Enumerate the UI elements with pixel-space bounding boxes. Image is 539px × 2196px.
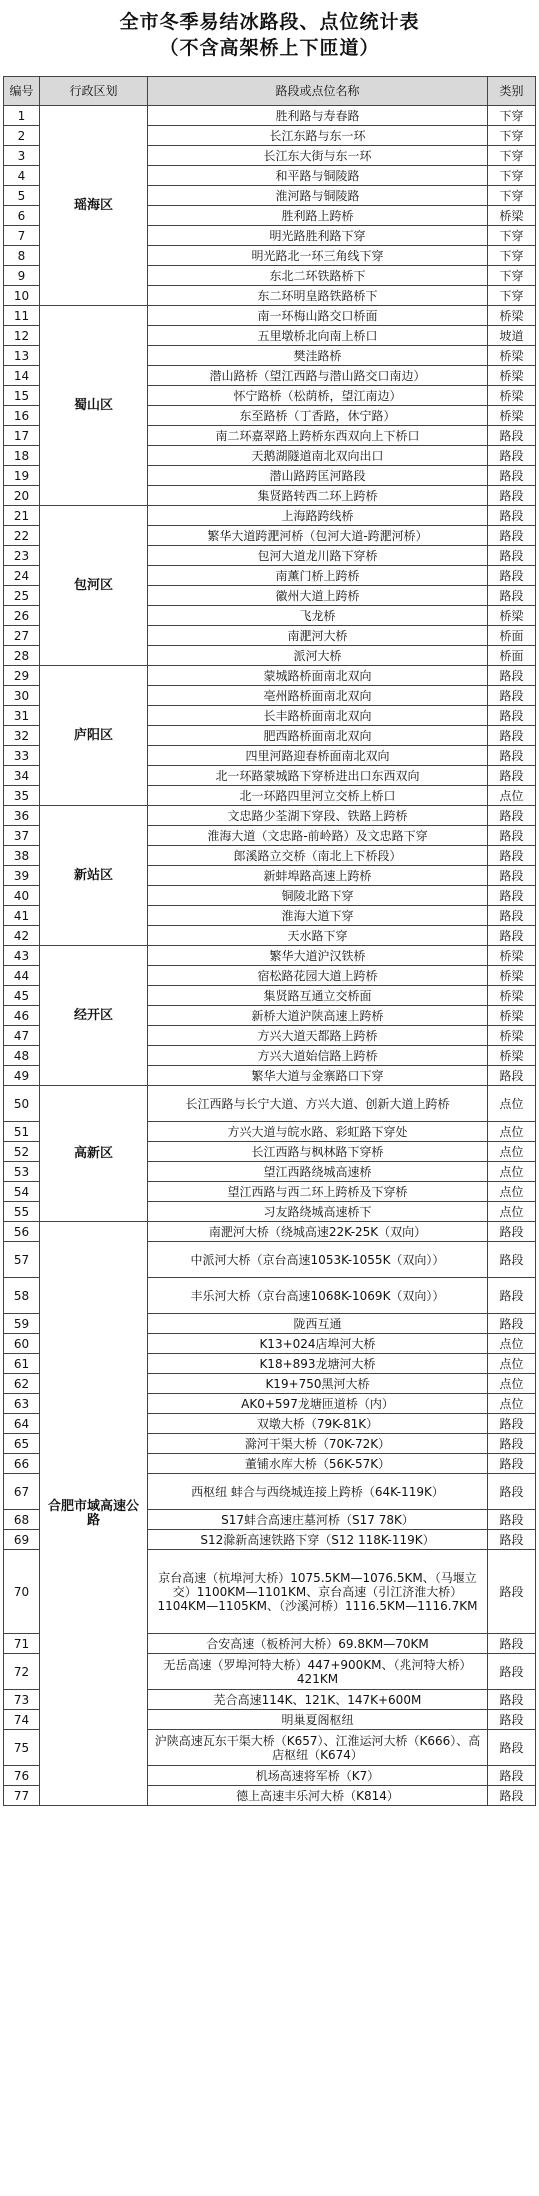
cell-name: 上海路跨线桥: [148, 506, 488, 526]
cell-type: 桥梁: [488, 966, 536, 986]
cell-name: 集贤路互通立交桥面: [148, 986, 488, 1006]
cell-no: 6: [4, 206, 40, 226]
cell-type: 下穿: [488, 146, 536, 166]
cell-type: 坡道: [488, 326, 536, 346]
cell-name: 宿松路花园大道上跨桥: [148, 966, 488, 986]
cell-name: 淮海大道（文忠路-前岭路）及文忠路下穿: [148, 826, 488, 846]
cell-name: 胜利路与寿春路: [148, 106, 488, 126]
cell-type: 桥梁: [488, 386, 536, 406]
cell-name: K18+893龙塘河大桥: [148, 1354, 488, 1374]
cell-name: 肥西路桥面南北双向: [148, 726, 488, 746]
table-body: [4, 106, 536, 1806]
cell-no: 16: [4, 406, 40, 426]
cell-name: S17蚌合高速庄墓河桥（S17 78K）: [148, 1510, 488, 1530]
cell-name: S12滁新高速铁路下穿（S12 118K-119K）: [148, 1530, 488, 1550]
cell-name: 樊洼路桥: [148, 346, 488, 366]
cell-name: 四里河路迎春桥面南北双向: [148, 746, 488, 766]
page-subtitle: （不含高架桥上下匝道）: [159, 37, 380, 59]
cell-type: 点位: [488, 1122, 536, 1142]
cell-no: 37: [4, 826, 40, 846]
cell-type: 路段: [488, 506, 536, 526]
cell-name: 双墩大桥（79K-81K）: [148, 1414, 488, 1434]
cell-name: 长丰路桥面南北双向: [148, 706, 488, 726]
cell-name: 胜利路上跨桥: [148, 206, 488, 226]
cell-no: 60: [4, 1334, 40, 1354]
cell-no: 13: [4, 346, 40, 366]
cell-name: 文忠路少荃湖下穿段、铁路上跨桥: [148, 806, 488, 826]
cell-name: 京台高速（杭埠河大桥）1075.5KM—1076.5KM、（马堰立交）1100KM—1101KM、京台高速（引江济淮大桥）1104KM—1105KM、（沙溪河桥）1116.5KM—1116.7KM: [148, 1550, 488, 1634]
cell-type: 下穿: [488, 286, 536, 306]
cell-type: 路段: [488, 1550, 536, 1634]
cell-area: 包河区: [40, 506, 148, 666]
cell-type: 路段: [488, 526, 536, 546]
cell-name: 怀宁路桥（松荫桥，望江南边）: [148, 386, 488, 406]
cell-type: 下穿: [488, 186, 536, 206]
cell-name: 亳州路桥面南北双向: [148, 686, 488, 706]
cell-name: 铜陵北路下穿: [148, 886, 488, 906]
cell-type: 桥面: [488, 646, 536, 666]
cell-name: 长江西路与长宁大道、方兴大道、创新大道上跨桥: [148, 1086, 488, 1122]
cell-type: 路段: [488, 1278, 536, 1314]
cell-no: 56: [4, 1222, 40, 1242]
cell-type: 路段: [488, 666, 536, 686]
table-row: [4, 106, 536, 126]
cell-type: 路段: [488, 1434, 536, 1454]
cell-no: 32: [4, 726, 40, 746]
cell-no: 1: [4, 106, 40, 126]
cell-name: 长江东大街与东一环: [148, 146, 488, 166]
cell-no: 40: [4, 886, 40, 906]
cell-no: 33: [4, 746, 40, 766]
cell-no: 7: [4, 226, 40, 246]
cell-no: 34: [4, 766, 40, 786]
cell-no: 62: [4, 1374, 40, 1394]
cell-area: 蜀山区: [40, 306, 148, 506]
cell-type: 路段: [488, 866, 536, 886]
cell-name: K19+750黑河大桥: [148, 1374, 488, 1394]
cell-type: 路段: [488, 826, 536, 846]
cell-type: 下穿: [488, 226, 536, 246]
cell-name: 南一环梅山路交口桥面: [148, 306, 488, 326]
cell-type: 路段: [488, 926, 536, 946]
cell-type: 下穿: [488, 266, 536, 286]
cell-type: 桥梁: [488, 206, 536, 226]
cell-no: 61: [4, 1354, 40, 1374]
cell-name: 滁河干渠大桥（70K-72K）: [148, 1434, 488, 1454]
cell-type: 路段: [488, 886, 536, 906]
cell-no: 74: [4, 1710, 40, 1730]
cell-name: 繁华大道跨淝河桥（包河大道-跨淝河桥）: [148, 526, 488, 546]
cell-name: 包河大道龙川路下穿桥: [148, 546, 488, 566]
cell-name: 南淝河大桥: [148, 626, 488, 646]
header-name: 路段或点位名称: [148, 77, 488, 106]
cell-no: 54: [4, 1182, 40, 1202]
cell-no: 75: [4, 1730, 40, 1766]
cell-type: 路段: [488, 1730, 536, 1766]
cell-name: 望江西路与西二环上跨桥及下穿桥: [148, 1182, 488, 1202]
cell-type: 桥梁: [488, 306, 536, 326]
cell-no: 9: [4, 266, 40, 286]
cell-no: 36: [4, 806, 40, 826]
cell-no: 48: [4, 1046, 40, 1066]
cell-no: 64: [4, 1414, 40, 1434]
cell-name: 飞龙桥: [148, 606, 488, 626]
cell-no: 35: [4, 786, 40, 806]
cell-no: 43: [4, 946, 40, 966]
cell-type: 点位: [488, 1086, 536, 1122]
cell-no: 2: [4, 126, 40, 146]
cell-no: 57: [4, 1242, 40, 1278]
cell-type: 路段: [488, 566, 536, 586]
cell-name: 北一环路蒙城路下穿桥进出口东西双向: [148, 766, 488, 786]
cell-name: 天水路下穿: [148, 926, 488, 946]
cell-type: 点位: [488, 1202, 536, 1222]
cell-no: 4: [4, 166, 40, 186]
cell-name: 方兴大道与皖水路、彩虹路下穿处: [148, 1122, 488, 1142]
cell-no: 12: [4, 326, 40, 346]
cell-name: 集贤路转西二环上跨桥: [148, 486, 488, 506]
cell-no: 55: [4, 1202, 40, 1222]
cell-no: 65: [4, 1434, 40, 1454]
cell-area: 经开区: [40, 946, 148, 1086]
cell-name: 方兴大道始信路上跨桥: [148, 1046, 488, 1066]
cell-type: 桥梁: [488, 606, 536, 626]
cell-name: 望江西路绕城高速桥: [148, 1162, 488, 1182]
cell-name: 新蚌埠路高速上跨桥: [148, 866, 488, 886]
cell-name: 中派河大桥（京台高速1053K-1055K（双向））: [148, 1242, 488, 1278]
cell-name: 新桥大道沪陕高速上跨桥: [148, 1006, 488, 1026]
cell-no: 69: [4, 1530, 40, 1550]
cell-type: 路段: [488, 1690, 536, 1710]
cell-type: 桥梁: [488, 346, 536, 366]
cell-area: 庐阳区: [40, 666, 148, 806]
table-row: [4, 806, 536, 826]
cell-no: 11: [4, 306, 40, 326]
cell-type: 路段: [488, 1066, 536, 1086]
cell-no: 59: [4, 1314, 40, 1334]
cell-name: 方兴大道天都路上跨桥: [148, 1026, 488, 1046]
cell-type: 桥梁: [488, 986, 536, 1006]
cell-type: 点位: [488, 1394, 536, 1414]
cell-no: 25: [4, 586, 40, 606]
cell-type: 路段: [488, 1530, 536, 1550]
cell-area: 新站区: [40, 806, 148, 946]
table-row: [4, 666, 536, 686]
table-row: [4, 946, 536, 966]
cell-type: 下穿: [488, 166, 536, 186]
cell-no: 46: [4, 1006, 40, 1026]
cell-no: 63: [4, 1394, 40, 1414]
cell-type: 路段: [488, 1222, 536, 1242]
cell-no: 26: [4, 606, 40, 626]
cell-no: 3: [4, 146, 40, 166]
cell-no: 51: [4, 1122, 40, 1142]
cell-type: 路段: [488, 1766, 536, 1786]
title-block: [0, 0, 539, 70]
cell-no: 76: [4, 1766, 40, 1786]
cell-type: 路段: [488, 1242, 536, 1278]
cell-name: 东至路桥（丁香路，休宁路）: [148, 406, 488, 426]
cell-name: 无岳高速（罗埠河特大桥）447+900KM、（兆河特大桥）421KM: [148, 1654, 488, 1690]
cell-no: 38: [4, 846, 40, 866]
cell-type: 路段: [488, 706, 536, 726]
cell-name: 繁华大道沪汉铁桥: [148, 946, 488, 966]
cell-name: 蒙城路桥面南北双向: [148, 666, 488, 686]
page-title: 全市冬季易结冰路段、点位统计表: [119, 11, 420, 33]
cell-type: 下穿: [488, 126, 536, 146]
cell-type: 路段: [488, 846, 536, 866]
cell-name: 沪陕高速瓦东干渠大桥（K657）、江淮运河大桥（K666）、高店枢纽（K674）: [148, 1730, 488, 1766]
cell-type: 点位: [488, 1334, 536, 1354]
cell-type: 路段: [488, 1634, 536, 1654]
table-row: [4, 506, 536, 526]
cell-no: 28: [4, 646, 40, 666]
cell-type: 路段: [488, 906, 536, 926]
cell-no: 67: [4, 1474, 40, 1510]
cell-name: 潜山路桥（望江西路与潜山路交口南边）: [148, 366, 488, 386]
cell-no: 19: [4, 466, 40, 486]
cell-type: 点位: [488, 1162, 536, 1182]
cell-name: 徽州大道上跨桥: [148, 586, 488, 606]
cell-type: 路段: [488, 466, 536, 486]
cell-name: 明光路胜利路下穿: [148, 226, 488, 246]
cell-type: 桥梁: [488, 946, 536, 966]
cell-no: 44: [4, 966, 40, 986]
cell-name: 淮河路与铜陵路: [148, 186, 488, 206]
cell-no: 50: [4, 1086, 40, 1122]
cell-no: 42: [4, 926, 40, 946]
cell-type: 路段: [488, 686, 536, 706]
cell-no: 72: [4, 1654, 40, 1690]
cell-type: 路段: [488, 806, 536, 826]
table-row: [4, 306, 536, 326]
cell-name: K13+024店埠河大桥: [148, 1334, 488, 1354]
cell-no: 10: [4, 286, 40, 306]
cell-type: 路段: [488, 1414, 536, 1434]
cell-no: 22: [4, 526, 40, 546]
cell-type: 路段: [488, 1786, 536, 1806]
cell-type: 路段: [488, 486, 536, 506]
cell-name: 长江东路与东一环: [148, 126, 488, 146]
cell-name: 合安高速（板桥河大桥）69.8KM—70KM: [148, 1634, 488, 1654]
cell-type: 路段: [488, 1654, 536, 1690]
cell-type: 路段: [488, 446, 536, 466]
cell-area: 高新区: [40, 1086, 148, 1222]
cell-no: 70: [4, 1550, 40, 1634]
cell-no: 58: [4, 1278, 40, 1314]
cell-name: 五里墩桥北向南上桥口: [148, 326, 488, 346]
stats-table: [3, 76, 536, 1806]
cell-type: 桥梁: [488, 1046, 536, 1066]
cell-name: 明巢夏阁枢纽: [148, 1710, 488, 1730]
cell-no: 68: [4, 1510, 40, 1530]
header-type: 类别: [488, 77, 536, 106]
cell-type: 点位: [488, 786, 536, 806]
cell-no: 24: [4, 566, 40, 586]
cell-no: 39: [4, 866, 40, 886]
cell-no: 23: [4, 546, 40, 566]
cell-no: 77: [4, 1786, 40, 1806]
cell-name: 丰乐河大桥（京台高速1068K-1069K（双向））: [148, 1278, 488, 1314]
cell-type: 点位: [488, 1354, 536, 1374]
cell-type: 桥梁: [488, 406, 536, 426]
cell-area: 瑶海区: [40, 106, 148, 306]
cell-no: 30: [4, 686, 40, 706]
cell-name: 长江西路与枫林路下穿桥: [148, 1142, 488, 1162]
cell-no: 53: [4, 1162, 40, 1182]
cell-name: 南淝河大桥（绕城高速22K-25K（双向）: [148, 1222, 488, 1242]
cell-name: 派河大桥: [148, 646, 488, 666]
cell-no: 73: [4, 1690, 40, 1710]
table-header-row: [4, 77, 536, 106]
cell-no: 52: [4, 1142, 40, 1162]
cell-name: 南二环嘉翠路上跨桥东西双向上下桥口: [148, 426, 488, 446]
cell-type: 下穿: [488, 246, 536, 266]
cell-type: 路段: [488, 1454, 536, 1474]
cell-name: 和平路与铜陵路: [148, 166, 488, 186]
cell-no: 21: [4, 506, 40, 526]
cell-name: 郎溪路立交桥（南北上下桥段）: [148, 846, 488, 866]
cell-name: 北一环路四里河立交桥上桥口: [148, 786, 488, 806]
cell-type: 桥面: [488, 626, 536, 646]
cell-no: 18: [4, 446, 40, 466]
cell-no: 66: [4, 1454, 40, 1474]
cell-type: 路段: [488, 546, 536, 566]
cell-no: 5: [4, 186, 40, 206]
cell-name: 陇西互通: [148, 1314, 488, 1334]
cell-no: 8: [4, 246, 40, 266]
cell-type: 桥梁: [488, 1006, 536, 1026]
cell-no: 17: [4, 426, 40, 446]
cell-type: 点位: [488, 1142, 536, 1162]
cell-type: 下穿: [488, 106, 536, 126]
header-area: 行政区划: [40, 77, 148, 106]
cell-no: 29: [4, 666, 40, 686]
table-row: [4, 1086, 536, 1122]
cell-no: 41: [4, 906, 40, 926]
cell-no: 49: [4, 1066, 40, 1086]
cell-type: 路段: [488, 746, 536, 766]
cell-name: 西枢纽 蚌合与西绕城连接上跨桥（64K-119K）: [148, 1474, 488, 1510]
cell-type: 路段: [488, 1710, 536, 1730]
cell-name: 潜山路跨匡河路段: [148, 466, 488, 486]
cell-type: 路段: [488, 726, 536, 746]
cell-type: 路段: [488, 586, 536, 606]
cell-name: 东二环明皇路铁路桥下: [148, 286, 488, 306]
cell-name: 天鹅湖隧道南北双向出口: [148, 446, 488, 466]
cell-no: 47: [4, 1026, 40, 1046]
cell-name: 董铺水库大桥（56K-57K）: [148, 1454, 488, 1474]
cell-type: 路段: [488, 426, 536, 446]
cell-type: 路段: [488, 766, 536, 786]
cell-no: 27: [4, 626, 40, 646]
cell-area: 合肥市域高速公路: [40, 1222, 148, 1806]
cell-name: 芜合高速114K、121K、147K+600M: [148, 1690, 488, 1710]
cell-name: 东北二环铁路桥下: [148, 266, 488, 286]
cell-type: 桥梁: [488, 366, 536, 386]
cell-type: 路段: [488, 1314, 536, 1334]
cell-no: 14: [4, 366, 40, 386]
table-row: [4, 1222, 536, 1242]
cell-type: 路段: [488, 1474, 536, 1510]
cell-type: 路段: [488, 1510, 536, 1530]
cell-name: 淮海大道下穿: [148, 906, 488, 926]
cell-no: 31: [4, 706, 40, 726]
cell-type: 点位: [488, 1374, 536, 1394]
header-no: 编号: [4, 77, 40, 106]
cell-name: 德上高速丰乐河大桥（K814）: [148, 1786, 488, 1806]
cell-type: 点位: [488, 1182, 536, 1202]
cell-name: AK0+597龙塘匝道桥（内）: [148, 1394, 488, 1414]
cell-name: 习友路绕城高速桥下: [148, 1202, 488, 1222]
cell-type: 桥梁: [488, 1026, 536, 1046]
cell-name: 机场高速将军桥（K7）: [148, 1766, 488, 1786]
cell-name: 繁华大道与金寨路口下穿: [148, 1066, 488, 1086]
cell-no: 15: [4, 386, 40, 406]
cell-no: 71: [4, 1634, 40, 1654]
cell-no: 20: [4, 486, 40, 506]
cell-no: 45: [4, 986, 40, 1006]
cell-name: 南薰门桥上跨桥: [148, 566, 488, 586]
cell-name: 明光路北一环三角线下穿: [148, 246, 488, 266]
